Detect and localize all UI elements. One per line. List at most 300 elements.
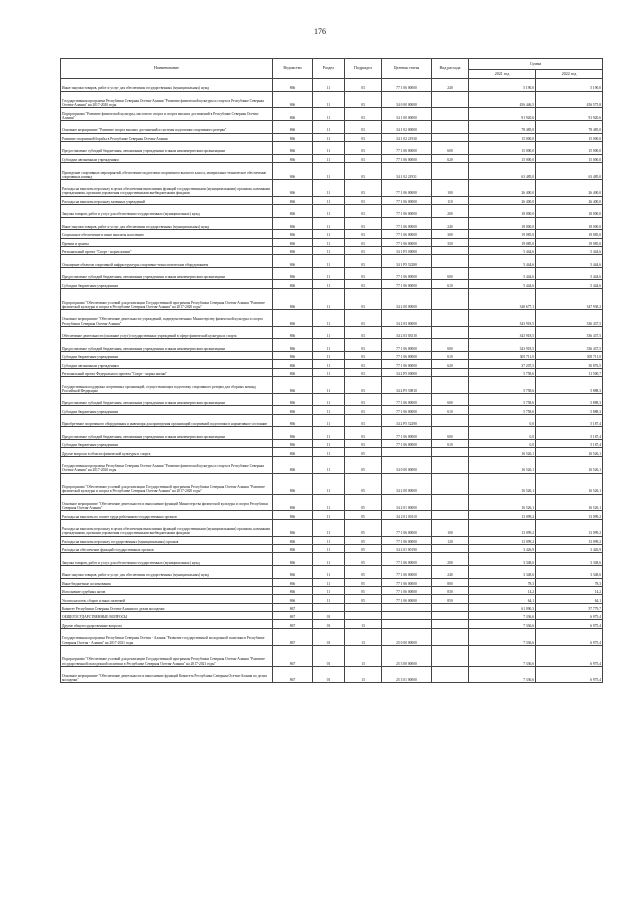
cell-csr xyxy=(382,448,432,456)
cell-razdel: 11 xyxy=(313,238,345,246)
page-number: 176 xyxy=(314,27,326,36)
cell-sum-2022: 347 938,2 xyxy=(536,288,603,309)
cell-sum-2021: 26 400,0 xyxy=(469,179,536,196)
cell-sum-2021: 5 758,6 xyxy=(469,393,536,406)
cell-vr: 110 xyxy=(432,196,469,204)
cell-razdel: 11 xyxy=(313,280,345,288)
cell-vr xyxy=(432,456,469,473)
cell-vr xyxy=(432,255,469,268)
cell-sum-2021: 15 000,0 xyxy=(469,133,536,141)
cell-name: Государственная программа Республики Северная Осетия-Алания "Развитие физической культуры и спорта в Республике Северная Осетия-Алания" на 2017-2020 годы xyxy=(61,456,273,473)
cell-sum-2021: 5 444,6 xyxy=(469,246,536,254)
cell-vr: 610 xyxy=(432,406,469,414)
cell-razdel: 11 xyxy=(313,511,345,519)
cell-podrazdel: 05 xyxy=(345,448,382,456)
cell-sum-2022: 14,2 xyxy=(536,586,603,594)
cell-ved: 866 xyxy=(273,578,313,586)
cell-ved: 867 xyxy=(273,612,313,620)
cell-csr: 77 1 06 00000 xyxy=(382,196,432,204)
cell-name: Предоставление субсидий бюджетным, автономным учреждениям и иным некоммерческим организациям xyxy=(61,267,273,280)
cell-csr: 77 1 06 00000 xyxy=(382,519,432,536)
cell-sum-2021: 63 485,0 xyxy=(469,162,536,179)
cell-name: Приобретение спортивного оборудования и инвентаря для приведения организаций спортивной подготовки в нормативное состояние xyxy=(61,414,273,427)
cell-csr: 34 1 P5 52280 xyxy=(382,255,432,268)
table-row xyxy=(61,108,603,121)
cell-csr: 77 1 06 00000 xyxy=(382,553,432,566)
cell-sum-2022: 78 485,0 xyxy=(536,120,603,133)
cell-sum-2021: 18 000,0 xyxy=(469,217,536,230)
cell-vr xyxy=(432,473,469,494)
cell-razdel: 11 xyxy=(313,595,345,603)
cell-razdel: 11 xyxy=(313,448,345,456)
cell-csr: 77 1 06 00000 xyxy=(382,595,432,603)
cell-name: Основное мероприятие "Обеспечение деятельности учреждений, подведомственных Министерству физической культуры и спорта Республики Северная Осетия-Алания" xyxy=(61,309,273,326)
cell-podrazdel: 03 xyxy=(345,230,382,238)
cell-sum-2021: 16 526,1 xyxy=(469,494,536,511)
cell-razdel: 11 xyxy=(313,179,345,196)
table-row xyxy=(61,456,603,473)
cell-csr xyxy=(382,620,432,628)
table-row xyxy=(61,473,603,494)
cell-podrazdel: 03 xyxy=(345,133,382,141)
cell-ved: 866 xyxy=(273,280,313,288)
cell-name: Подпрограмма "Обеспечение условий для реализации Государственной программы Республики Северная Осетия-Алания "Развитие государственной молодежной политики в Республике Северная Осетия-Алания" на 2017-2021 годы" xyxy=(61,645,273,666)
cell-sum-2021: 3 426,9 xyxy=(469,544,536,552)
table-row xyxy=(61,645,603,666)
table-row xyxy=(61,494,603,511)
cell-razdel: 11 xyxy=(313,544,345,552)
cell-sum-2022: 5 444,6 xyxy=(536,255,603,268)
cell-podrazdel: 03 xyxy=(345,91,382,108)
cell-ved: 866 xyxy=(273,536,313,544)
cell-razdel: 11 xyxy=(313,440,345,448)
cell-ved: 866 xyxy=(273,448,313,456)
cell-vr: 240 xyxy=(432,79,469,92)
cell-vr: 600 xyxy=(432,267,469,280)
cell-podrazdel: 03 xyxy=(345,196,382,204)
cell-sum-2021: 7 336,6 xyxy=(469,666,536,683)
cell-podrazdel: 03 xyxy=(345,440,382,448)
cell-sum-2021: 16 526,1 xyxy=(469,456,536,473)
cell-sum-2021: 16 526,1 xyxy=(469,473,536,494)
header-year-2022: 2022 год xyxy=(536,70,603,79)
cell-vr xyxy=(432,368,469,376)
table-row xyxy=(61,628,603,645)
cell-razdel: 11 xyxy=(313,519,345,536)
cell-podrazdel: 03 xyxy=(345,246,382,254)
cell-csr: 34 2 00 00000 xyxy=(382,473,432,494)
cell-razdel: 11 xyxy=(313,414,345,427)
cell-sum-2022: 3 426,9 xyxy=(536,544,603,552)
cell-ved: 866 xyxy=(273,511,313,519)
cell-vr xyxy=(432,326,469,339)
cell-ved: 866 xyxy=(273,406,313,414)
cell-razdel: 11 xyxy=(313,133,345,141)
cell-razdel: 11 xyxy=(313,360,345,368)
cell-ved: 866 xyxy=(273,339,313,352)
table-row xyxy=(61,288,603,309)
cell-sum-2021: 456 446,5 xyxy=(469,91,536,108)
cell-sum-2021: 26 400,0 xyxy=(469,196,536,204)
header-ved: Ведомство xyxy=(273,59,313,79)
cell-sum-2022: 15 000,0 xyxy=(536,154,603,162)
cell-razdel: 01 xyxy=(313,612,345,620)
table-row xyxy=(61,511,603,519)
cell-razdel: 11 xyxy=(313,473,345,494)
cell-razdel: 11 xyxy=(313,196,345,204)
cell-podrazdel: 03 xyxy=(345,162,382,179)
cell-csr: 77 1 06 00000 xyxy=(382,141,432,154)
cell-podrazdel: 03 xyxy=(345,414,382,427)
cell-name: Иные закупки товаров, работ и услуг для обеспечения государственных (муниципальных) нужд xyxy=(61,79,273,92)
table-row xyxy=(61,406,603,414)
table-row xyxy=(61,553,603,566)
cell-csr: 77 1 06 00000 xyxy=(382,406,432,414)
cell-sum-2022: 5 190,0 xyxy=(536,79,603,92)
cell-sum-2022: 5 888,3 xyxy=(536,406,603,414)
cell-ved: 866 xyxy=(273,519,313,536)
cell-name: Иные закупки товаров, работ и услуг для обеспечения государственных (муниципальных) нужд xyxy=(61,565,273,578)
cell-name: Исполнение судебных актов xyxy=(61,586,273,594)
cell-csr: 77 1 06 00000 xyxy=(382,267,432,280)
cell-ved: 866 xyxy=(273,162,313,179)
table-row xyxy=(61,603,603,611)
cell-sum-2022: 5 444,6 xyxy=(536,246,603,254)
cell-sum-2021: 37 207,5 xyxy=(469,360,536,368)
cell-name: Расходы на выплаты персоналу государственных (муниципальных) органов xyxy=(61,536,273,544)
cell-csr: 25 0 00 00000 xyxy=(382,628,432,645)
cell-sum-2021: 78 485,0 xyxy=(469,120,536,133)
header-razdel: Раздел xyxy=(313,59,345,79)
cell-sum-2022: 5 187,4 xyxy=(536,440,603,448)
cell-name: Социальное обеспечение и иные выплаты населению xyxy=(61,230,273,238)
cell-ved: 866 xyxy=(273,288,313,309)
table-row xyxy=(61,351,603,359)
cell-csr: 77 1 06 00000 xyxy=(382,238,432,246)
cell-vr: 200 xyxy=(432,553,469,566)
cell-csr: 77 1 06 00000 xyxy=(382,230,432,238)
cell-vr: 800 xyxy=(432,578,469,586)
table-row xyxy=(61,544,603,552)
cell-name: Закупка товаров, работ и услуг для обеспечения государственных (муниципальных) нужд xyxy=(61,553,273,566)
cell-sum-2021: 348 677,1 xyxy=(469,288,536,309)
cell-name: Субсидии бюджетным учреждениям xyxy=(61,280,273,288)
table-row xyxy=(61,280,603,288)
cell-razdel: 11 xyxy=(313,154,345,162)
cell-razdel: 11 xyxy=(313,456,345,473)
cell-vr: 240 xyxy=(432,565,469,578)
cell-podrazdel: 03 xyxy=(345,204,382,217)
cell-name: Другие вопросы в области физической культуры и спорта xyxy=(61,448,273,456)
table-row xyxy=(61,309,603,326)
cell-ved: 866 xyxy=(273,309,313,326)
cell-razdel: 11 xyxy=(313,246,345,254)
cell-podrazdel: 03 xyxy=(345,406,382,414)
cell-razdel: 11 xyxy=(313,141,345,154)
cell-ved: 866 xyxy=(273,246,313,254)
cell-razdel: 11 xyxy=(313,536,345,544)
cell-name: Комитет Республики Северная Осетия-Алания по делам молодежи xyxy=(61,603,273,611)
cell-sum-2021: 19 085,0 xyxy=(469,238,536,246)
cell-podrazdel: 13 xyxy=(345,645,382,666)
cell-csr: 77 1 06 00000 xyxy=(382,536,432,544)
cell-podrazdel: 05 xyxy=(345,536,382,544)
cell-vr: 240 xyxy=(432,217,469,230)
cell-vr: 610 xyxy=(432,351,469,359)
cell-vr xyxy=(432,288,469,309)
table-row xyxy=(61,565,603,578)
cell-vr xyxy=(432,309,469,326)
cell-sum-2021: 91 920,6 xyxy=(469,108,536,121)
cell-sum-2022: 19 085,0 xyxy=(536,230,603,238)
cell-vr: 200 xyxy=(432,204,469,217)
cell-sum-2022: 91 920,6 xyxy=(536,108,603,121)
cell-sum-2022: 16 526,1 xyxy=(536,473,603,494)
cell-csr: 77 1 06 00000 xyxy=(382,79,432,92)
cell-razdel xyxy=(313,603,345,611)
cell-razdel: 11 xyxy=(313,393,345,406)
cell-sum-2021: 13 099,2 xyxy=(469,511,536,519)
cell-razdel: 11 xyxy=(313,565,345,578)
table-row xyxy=(61,154,603,162)
cell-vr xyxy=(432,603,469,611)
cell-csr: 77 1 06 00000 xyxy=(382,440,432,448)
cell-sum-2021: 5 444,6 xyxy=(469,280,536,288)
cell-podrazdel: 05 xyxy=(345,586,382,594)
cell-sum-2022: 64,1 xyxy=(536,595,603,603)
cell-podrazdel: 05 xyxy=(345,456,382,473)
cell-csr: 77 1 06 00000 xyxy=(382,393,432,406)
cell-podrazdel: 03 xyxy=(345,217,382,230)
cell-podrazdel: 05 xyxy=(345,494,382,511)
cell-razdel: 11 xyxy=(313,108,345,121)
cell-sum-2021: 5 444,6 xyxy=(469,255,536,268)
cell-csr: 77 1 06 00000 xyxy=(382,154,432,162)
table-row xyxy=(61,595,603,603)
cell-sum-2022: 336 437,5 xyxy=(536,309,603,326)
cell-sum-2021: 18 000,0 xyxy=(469,204,536,217)
cell-name: Подпрограмма "Обеспечение условий для реализации Государственной программы Республики Северная Осетия-Алания "Развитие физической культуры и спорта в Республике Северная Осетия-Алания" на 2017-2020 годы" xyxy=(61,473,273,494)
cell-podrazdel xyxy=(345,603,382,611)
cell-name: Субсидии бюджетным учреждениям xyxy=(61,440,273,448)
cell-razdel: 11 xyxy=(313,339,345,352)
table-row xyxy=(61,255,603,268)
cell-name: Основное мероприятие "Обеспечение деятельности и выполнение функций Министерства физической культуры и спорта Республики Северная Осетия-Алания" xyxy=(61,494,273,511)
cell-vr: 830 xyxy=(432,586,469,594)
cell-sum-2022: 30 876,5 xyxy=(536,360,603,368)
cell-sum-2022: 6 975,4 xyxy=(536,645,603,666)
cell-vr xyxy=(432,246,469,254)
cell-vr xyxy=(432,108,469,121)
cell-sum-2021: 5 758,6 xyxy=(469,406,536,414)
cell-csr: 77 1 06 00000 xyxy=(382,217,432,230)
cell-sum-2022: 3 348,6 xyxy=(536,565,603,578)
cell-csr: 77 1 06 00000 xyxy=(382,351,432,359)
table-row xyxy=(61,230,603,238)
table-row xyxy=(61,179,603,196)
cell-csr: 34 2 01 00000 xyxy=(382,494,432,511)
cell-podrazdel: 03 xyxy=(345,280,382,288)
cell-sum-2022: 6 975,4 xyxy=(536,620,603,628)
cell-name: Основное мероприятие "Развитие спорта высших достижений и системы подготовки спортивного резерва" xyxy=(61,120,273,133)
cell-sum-2022: 63 485,0 xyxy=(536,162,603,179)
cell-csr: 77 1 06 00000 xyxy=(382,565,432,578)
cell-razdel: 01 xyxy=(313,666,345,683)
cell-sum-2021: 78,3 xyxy=(469,578,536,586)
cell-ved: 866 xyxy=(273,204,313,217)
cell-csr: 77 1 06 00000 xyxy=(382,204,432,217)
cell-ved: 866 xyxy=(273,544,313,552)
cell-ved: 866 xyxy=(273,133,313,141)
cell-podrazdel: 13 xyxy=(345,620,382,628)
cell-sum-2022: 19 085,0 xyxy=(536,238,603,246)
cell-sum-2021: 19 085,0 xyxy=(469,230,536,238)
cell-csr: 34 1 02 21930 xyxy=(382,133,432,141)
cell-sum-2022: 5 187,4 xyxy=(536,414,603,427)
cell-csr xyxy=(382,612,432,620)
cell-name: Субсидии бюджетным учреждениям xyxy=(61,406,273,414)
cell-csr: 77 1 06 00000 xyxy=(382,360,432,368)
cell-ved: 867 xyxy=(273,645,313,666)
cell-podrazdel: 03 xyxy=(345,351,382,359)
cell-csr: 77 1 06 00000 xyxy=(382,179,432,196)
cell-razdel: 11 xyxy=(313,553,345,566)
table-row xyxy=(61,238,603,246)
cell-name: Предоставление субсидий бюджетным, автономным учреждениям и иным некоммерческим организациям xyxy=(61,393,273,406)
cell-razdel: 11 xyxy=(313,351,345,359)
cell-csr: 25 3 01 00000 xyxy=(382,666,432,683)
cell-podrazdel: 13 xyxy=(345,666,382,683)
cell-csr: 34 1 P5 00000 xyxy=(382,246,432,254)
cell-ved: 866 xyxy=(273,267,313,280)
cell-name: Расходы на выплаты по оплате труда работников государственных органов xyxy=(61,511,273,519)
cell-name: Государственная программа Республики Северная Осетия - Алания "Развитие государственной молодежной политики в Республике Северная Осетия - Алания" на 2017-2021 годы xyxy=(61,628,273,645)
cell-razdel: 11 xyxy=(313,217,345,230)
cell-csr: 77 1 06 00000 xyxy=(382,339,432,352)
cell-podrazdel: 03 xyxy=(345,393,382,406)
table-row xyxy=(61,666,603,683)
budget-table-body xyxy=(61,79,603,683)
cell-sum-2022: 13 099,2 xyxy=(536,511,603,519)
cell-csr: 34 2 P5 50810 xyxy=(382,377,432,394)
cell-ved: 866 xyxy=(273,91,313,108)
cell-name: Расходы на обеспечение функций государственных органов xyxy=(61,544,273,552)
cell-sum-2021: 15 000,0 xyxy=(469,154,536,162)
header-csr: Целевая статья xyxy=(382,59,432,79)
table-row xyxy=(61,612,603,620)
cell-razdel: 11 xyxy=(313,162,345,179)
cell-vr: 620 xyxy=(432,360,469,368)
cell-sum-2022: 3 348,6 xyxy=(536,553,603,566)
cell-sum-2022: 6 975,4 xyxy=(536,612,603,620)
cell-sum-2021: 13 099,2 xyxy=(469,519,536,536)
table-row xyxy=(61,519,603,536)
cell-sum-2022: 5 187,4 xyxy=(536,427,603,440)
table-row xyxy=(61,448,603,456)
cell-name: Уплата налогов, сборов и иных платежей xyxy=(61,595,273,603)
cell-razdel: 11 xyxy=(313,368,345,376)
cell-ved: 866 xyxy=(273,230,313,238)
cell-vr: 850 xyxy=(432,595,469,603)
cell-name: Расходы на выплаты персоналу в целях обеспечения выполнения функций государственными (муниципальными) органами, казенными учреждениями, органами управления государственными внебюджетными фондами xyxy=(61,179,273,196)
cell-sum-2021: 305 711,0 xyxy=(469,351,536,359)
cell-vr: 120 xyxy=(432,536,469,544)
cell-sum-2022: 336 437,5 xyxy=(536,326,603,339)
cell-razdel: 11 xyxy=(313,230,345,238)
cell-name: Оснащение объектов спортивной инфраструктуры спортивно-технологическим оборудованием xyxy=(61,255,273,268)
cell-sum-2022: 336 437,5 xyxy=(536,339,603,352)
cell-podrazdel: 05 xyxy=(345,511,382,519)
cell-sum-2021: 64,1 xyxy=(469,595,536,603)
cell-sum-2022: 16 526,1 xyxy=(536,494,603,511)
cell-vr xyxy=(432,91,469,108)
table-row xyxy=(61,427,603,440)
cell-sum-2021: 3 348,6 xyxy=(469,553,536,566)
cell-razdel: 01 xyxy=(313,628,345,645)
cell-ved: 866 xyxy=(273,326,313,339)
cell-ved: 866 xyxy=(273,368,313,376)
cell-vr xyxy=(432,494,469,511)
cell-podrazdel: 05 xyxy=(345,544,382,552)
cell-name: Развитие спортивной борьбы в Республике Северная Осетия-Алания xyxy=(61,133,273,141)
table-row xyxy=(61,393,603,406)
cell-name: Подпрограмма "Развитие физической культуры, массового спорта и спорта высших достижений в Республике Северная Осетия-Алания" xyxy=(61,108,273,121)
cell-razdel: 11 xyxy=(313,427,345,440)
cell-sum-2021: 0,0 xyxy=(469,414,536,427)
cell-podrazdel: 03 xyxy=(345,154,382,162)
header-podrazdel: Подраздел xyxy=(345,59,382,79)
cell-razdel: 11 xyxy=(313,267,345,280)
cell-razdel: 11 xyxy=(313,578,345,586)
cell-sum-2022: 57 779,7 xyxy=(536,603,603,611)
cell-ved: 866 xyxy=(273,565,313,578)
cell-podrazdel: 03 xyxy=(345,377,382,394)
cell-razdel: 01 xyxy=(313,620,345,628)
cell-podrazdel: 13 xyxy=(345,628,382,645)
cell-sum-2021: 343 918,5 xyxy=(469,309,536,326)
cell-razdel: 01 xyxy=(313,645,345,666)
cell-vr: 100 xyxy=(432,179,469,196)
cell-name: Проведение спортивных мероприятий, обеспечение подготовки спортивного высшего класса, материально-техническое обеспечение спортивных команд xyxy=(61,162,273,179)
cell-podrazdel: 05 xyxy=(345,473,382,494)
cell-podrazdel: 03 xyxy=(345,360,382,368)
cell-podrazdel xyxy=(345,612,382,620)
cell-podrazdel: 03 xyxy=(345,288,382,309)
cell-ved: 866 xyxy=(273,108,313,121)
cell-ved: 866 xyxy=(273,494,313,511)
cell-name: Предоставление субсидий бюджетным, автономным учреждениям и иным некоммерческим организациям xyxy=(61,339,273,352)
cell-sum-2022: 15 000,0 xyxy=(536,141,603,154)
header-vr: Вид расхода xyxy=(432,59,469,79)
table-row xyxy=(61,414,603,427)
cell-ved: 866 xyxy=(273,553,313,566)
cell-sum-2022: 18 000,0 xyxy=(536,217,603,230)
cell-name: Субсидии автономным учреждениям xyxy=(61,360,273,368)
cell-csr: 34 2 03 03510 xyxy=(382,326,432,339)
cell-sum-2021: 16 526,1 xyxy=(469,448,536,456)
cell-csr: 25 3 00 00000 xyxy=(382,645,432,666)
cell-sum-2021: 14,2 xyxy=(469,586,536,594)
cell-sum-2022: 5 888,3 xyxy=(536,393,603,406)
cell-csr: 34 2 P5 52290 xyxy=(382,414,432,427)
cell-csr: 77 1 06 00000 xyxy=(382,280,432,288)
table-row xyxy=(61,360,603,368)
cell-sum-2022: 26 400,0 xyxy=(536,196,603,204)
cell-sum-2022: 13 099,2 xyxy=(536,519,603,536)
cell-ved: 866 xyxy=(273,393,313,406)
table-row xyxy=(61,536,603,544)
cell-ved: 866 xyxy=(273,377,313,394)
